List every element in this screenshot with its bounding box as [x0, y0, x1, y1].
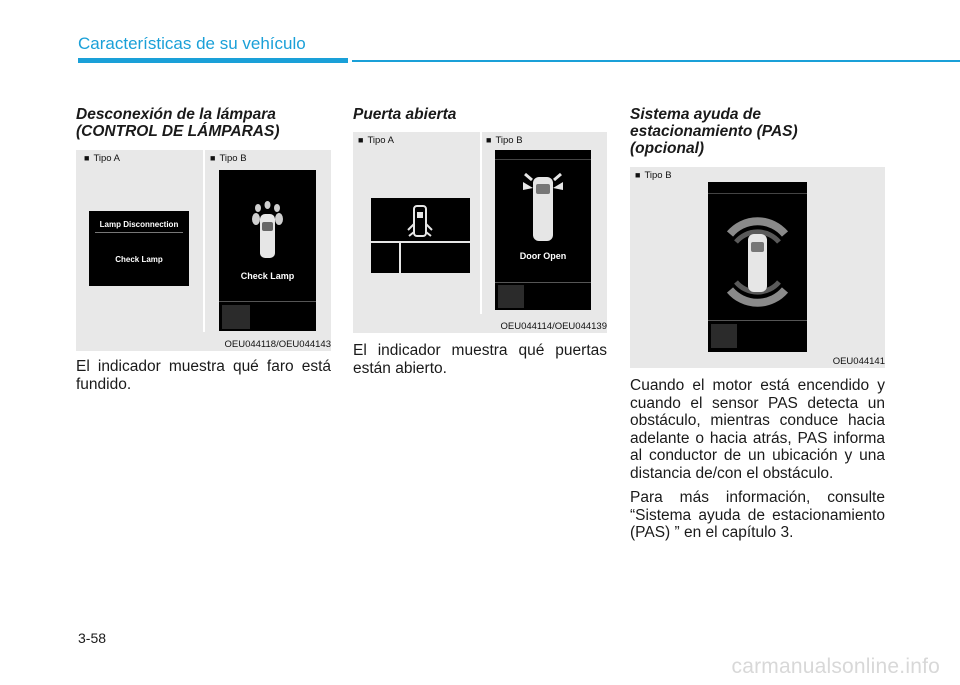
heading-line: (CONTROL DE LÁMPARAS): [76, 123, 280, 140]
screen-b-text: Door Open: [519, 251, 567, 261]
section-heading-door: [353, 106, 613, 123]
figure-lamp: [76, 150, 331, 351]
body-paragraph: El indicador muestra qué puertas están abierto.: [353, 342, 607, 377]
parking-sensor-icon: [708, 182, 807, 352]
body-paragraph: Cuando el motor está encendido y cuando el sensor PAS detecta un obstáculo, mientras conduce hacia adelante o hacia atrás, PAS informa al conductor de un ubicación y una distancia de/con el obstáculo.: [630, 377, 885, 482]
screen-a-text: Check Lamp: [115, 255, 163, 264]
heading-line: Puerta abierta: [353, 106, 457, 123]
figure-code: OEU044141: [832, 356, 885, 367]
heading-line: (opcional): [630, 140, 705, 157]
figure-label-type-a: ■ Tipo A: [84, 153, 120, 164]
heading-line: Sistema ayuda de: [630, 106, 761, 123]
heading-line: Desconexión de la lámpara: [76, 106, 276, 123]
header-rule-thin: [352, 60, 960, 62]
door-car-icon: [371, 198, 470, 273]
page-number: 3-58: [78, 630, 107, 646]
page-header-title: Características de su vehículo: [78, 34, 306, 53]
section-heading-pas: [630, 106, 890, 157]
screen-type-b: [495, 150, 591, 310]
section-body-door: [353, 342, 607, 384]
header-rule-thick: [78, 58, 348, 63]
section-body-pas: [630, 377, 885, 549]
figure-label-type-b: ■ Tipo B: [635, 170, 672, 181]
section-heading-lamp: [76, 106, 336, 140]
heading-line: estacionamiento (PAS): [630, 123, 798, 140]
figure-label-type-a: ■ Tipo A: [358, 135, 394, 146]
screen-type-a: [371, 198, 470, 273]
screen-a-separator: [95, 232, 183, 233]
figure-code: OEU044114/OEU044139: [500, 321, 607, 332]
screen-b-text: Check Lamp: [240, 271, 295, 281]
figure-label-type-b: ■ Tipo B: [486, 135, 523, 146]
figure-divider: [480, 132, 482, 314]
screen-type-a: [89, 211, 189, 286]
figure-pas: [630, 167, 885, 368]
screen-a-title: Lamp Disconnection: [99, 220, 179, 229]
car-lamp-icon: [219, 170, 316, 331]
section-body-lamp: [76, 358, 331, 400]
figure-code: OEU044118/OEU044143: [224, 339, 331, 350]
screen-type-b: [219, 170, 316, 331]
screen-type-b: [708, 182, 807, 352]
body-paragraph: Para más información, consulte “Sistema ayuda de estacionamiento (PAS) ” en el capítulo 3.: [630, 489, 885, 541]
body-paragraph: El indicador muestra qué faro está fundido.: [76, 358, 331, 393]
figure-door: [353, 132, 607, 333]
door-open-car-icon: [495, 150, 591, 310]
figure-label-type-b: ■ Tipo B: [210, 153, 247, 164]
figure-divider: [203, 150, 205, 332]
watermark: carmanualsonline.info: [731, 655, 940, 678]
